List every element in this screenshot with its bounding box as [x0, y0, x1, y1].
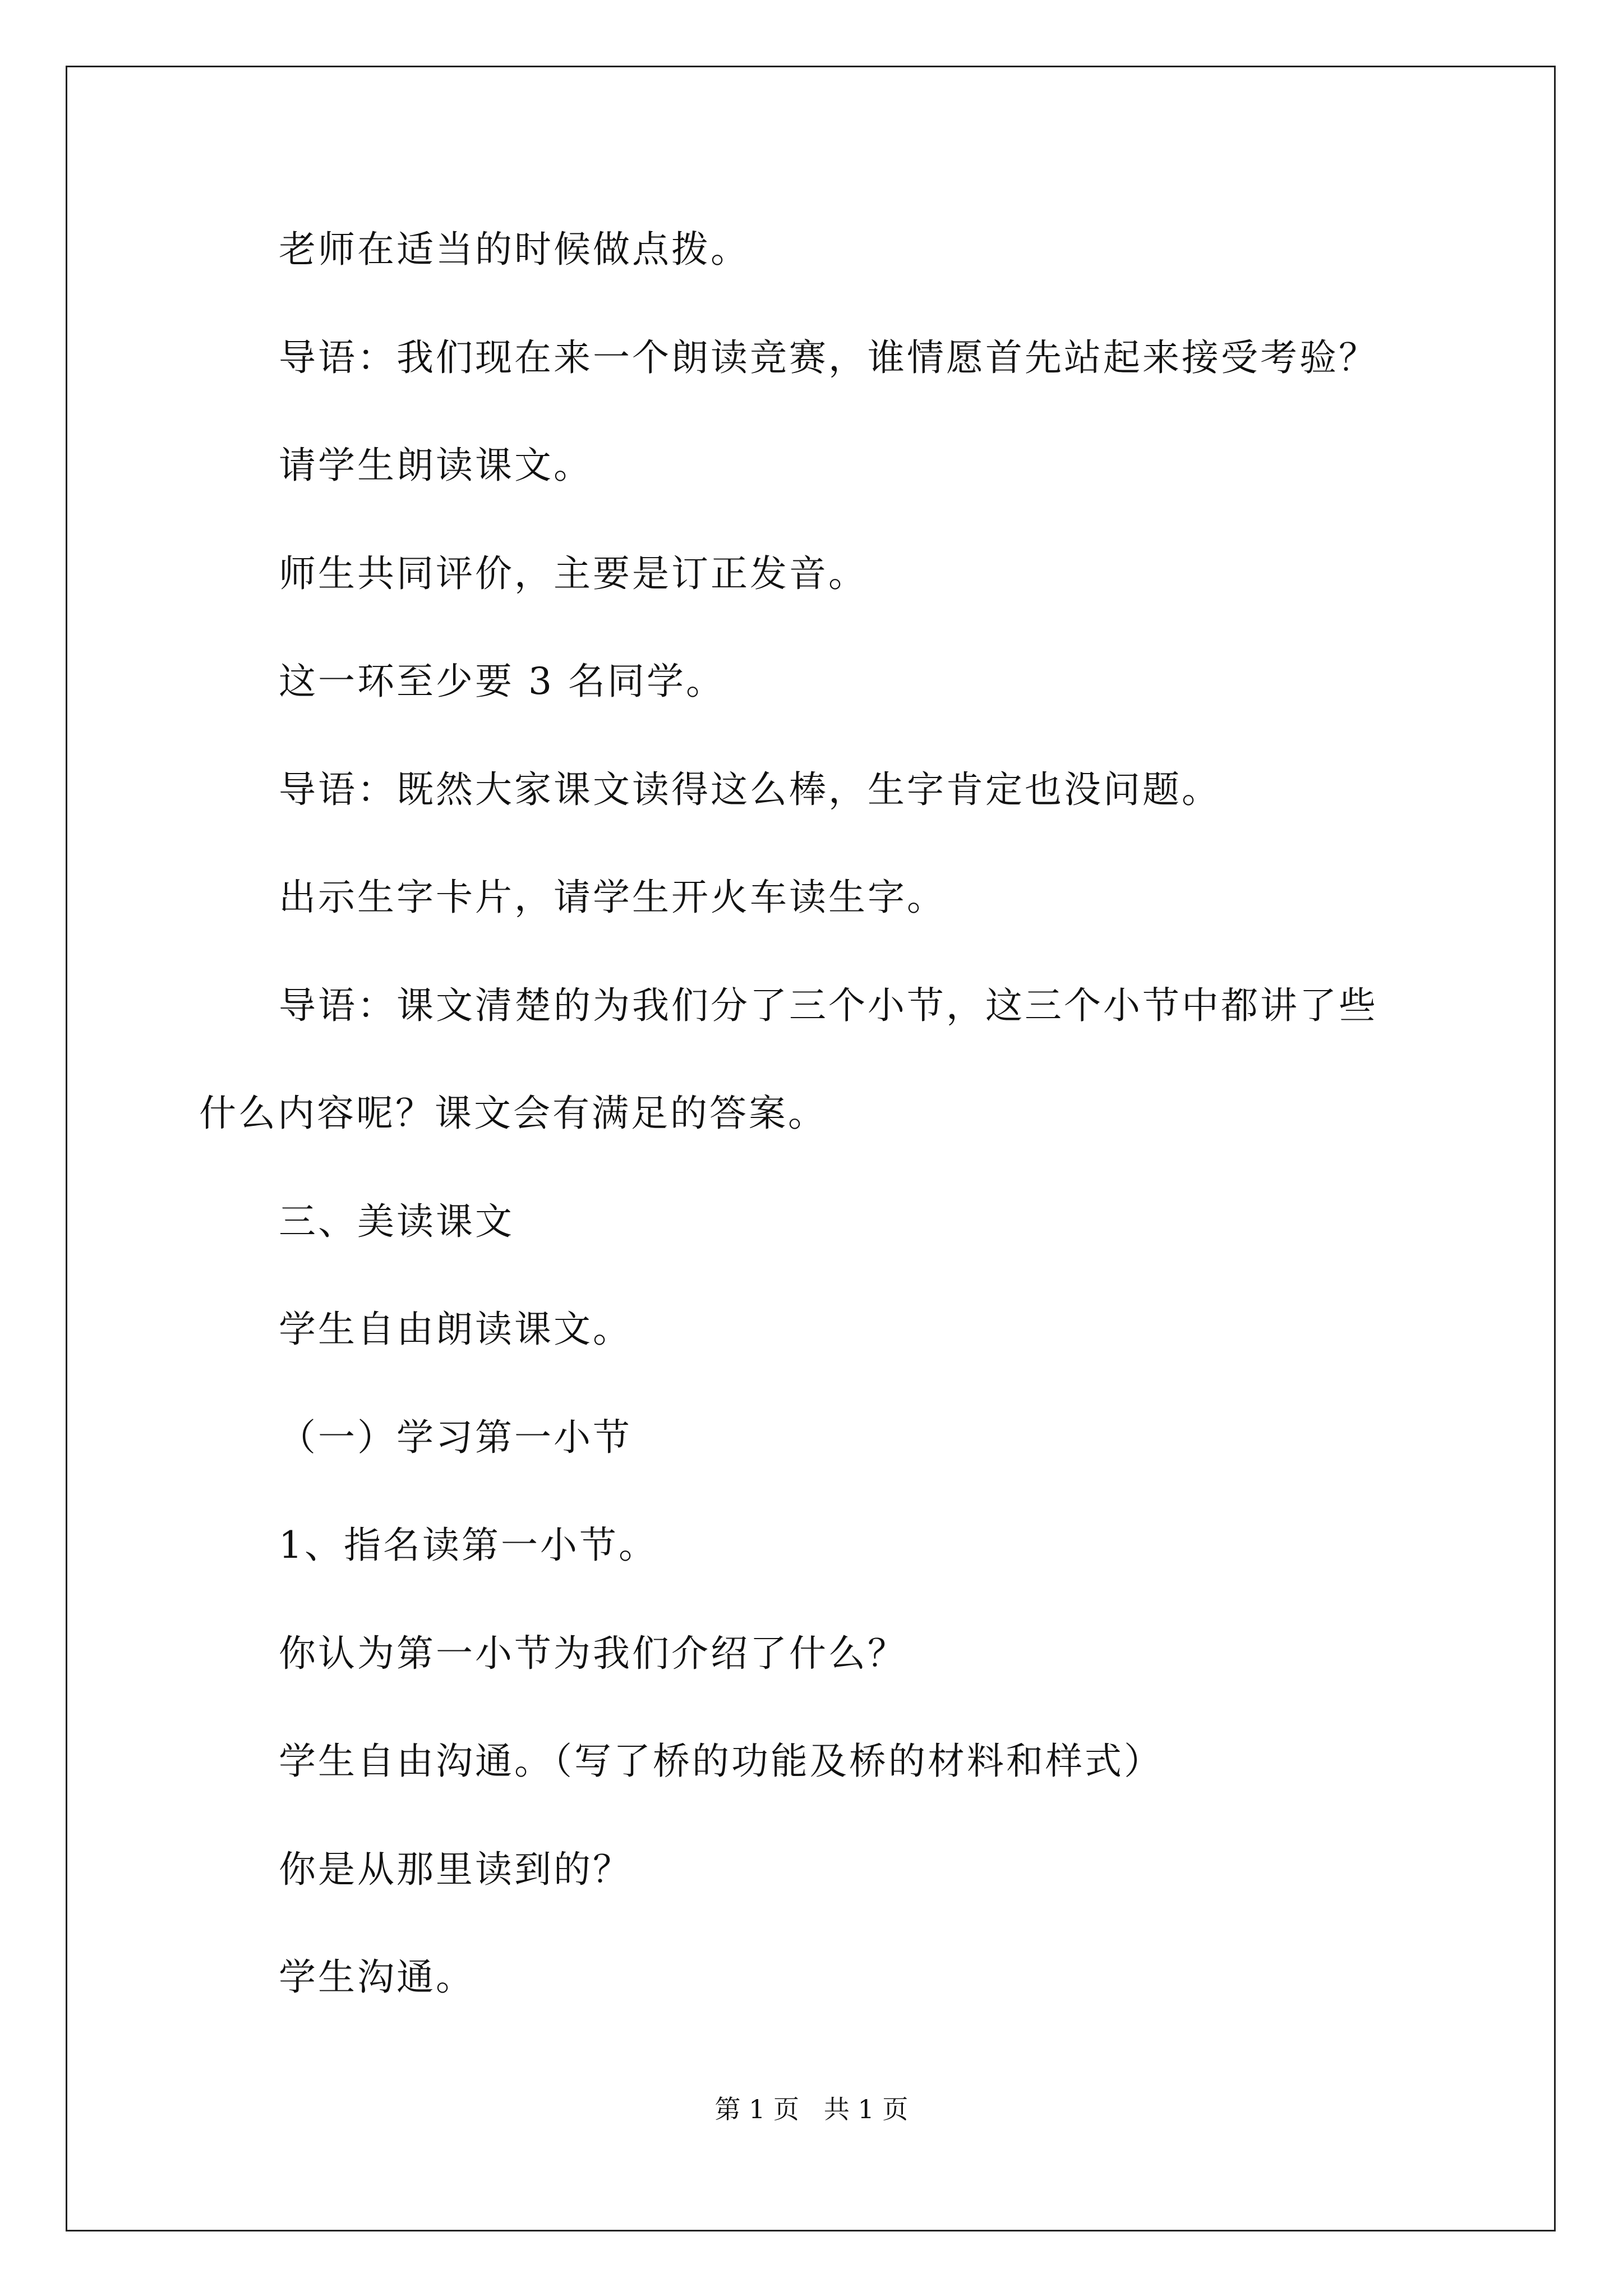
paragraph: 导语：既然大家课文读得这么棒，生字肯定也没问题。 — [279, 768, 1221, 811]
paragraph: 这一环至少要 3 名同学。 — [279, 660, 725, 703]
paragraph: 学生自由沟通。（写了桥的功能及桥的材料和样式） — [279, 1740, 1163, 1783]
page-border — [66, 66, 1556, 2231]
paragraph: 1、指名读第一小节。 — [279, 1524, 658, 1567]
paragraph: 学生沟通。 — [279, 1955, 475, 1999]
paragraph: 师生共同评价，主要是订正发音。 — [279, 552, 868, 595]
page-footer: 第 1 页 共 1 页 — [714, 2094, 909, 2124]
paragraph: 导语：我们现在来一个朗读竞赛，谁情愿首先站起来接受考验？ — [279, 336, 1378, 379]
paragraph-continuation: 什么内容呢？课文会有满足的答案。 — [199, 1092, 827, 1135]
paragraph: 你认为第一小节为我们介绍了什么？ — [279, 1632, 907, 1675]
paragraph: 你是从那里读到的？ — [279, 1848, 632, 1891]
paragraph: 学生自由朗读课文。 — [279, 1308, 632, 1351]
paragraph: 出示生字卡片，请学生开火车读生字。 — [279, 876, 946, 919]
section-heading: 三、美读课文 — [279, 1200, 514, 1243]
paragraph: 请学生朗读课文。 — [279, 444, 593, 487]
paragraph: 老师在适当的时候做点拨。 — [279, 228, 750, 271]
paragraph: 导语：课文清楚的为我们分了三个小节，这三个小节中都讲了些 — [279, 984, 1378, 1027]
subsection-heading: （一）学习第一小节 — [279, 1416, 632, 1459]
